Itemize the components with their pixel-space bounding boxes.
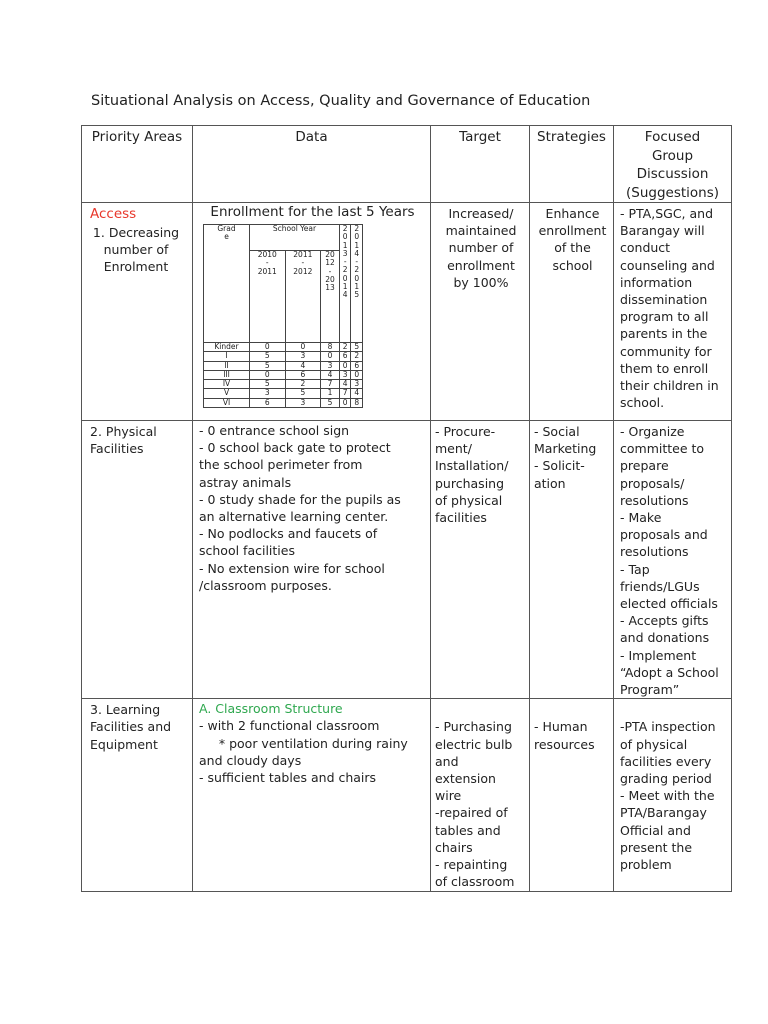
strategy-line: - Social [534,424,580,439]
row2-priority [82,421,193,699]
value-cell: 2 [339,343,351,352]
target-line: enrollment [447,257,515,273]
fgd-line: and donations [620,630,710,646]
enrollment-row [204,389,363,398]
data-line: - 0 entrance school sign [199,423,350,438]
target-line: maintained [445,223,517,239]
value-cell: 0 [285,343,321,352]
value-cell: 5 [250,361,286,370]
enrollment-row [204,370,363,379]
fgd-line: - Implement [620,647,697,663]
value-cell: 3 [285,398,321,407]
grade-cell: II [204,361,250,370]
priority-line: Facilities [90,441,144,457]
value-cell: 5 [250,352,286,361]
fgd-line: - Make [620,510,662,526]
target-line: chairs [435,839,473,855]
fgd-line: community for [620,343,712,359]
fgd-line: - Tap [620,561,650,577]
fgd-line: resolutions [620,492,689,508]
target-line: extension [435,771,496,787]
value-cell: 0 [250,370,286,379]
fgd-line: counseling and [620,257,715,273]
fgd-line: - Organize [620,424,685,439]
row3-data [193,699,431,892]
target-line: Increased/ [448,206,514,221]
value-cell: 7 [321,380,340,389]
value-cell: 4 [351,389,363,398]
value-cell: 0 [339,398,351,407]
row1-strategies [530,203,614,421]
value-cell: 0 [339,361,351,370]
value-cell: 3 [285,352,321,361]
row3-target [431,699,530,892]
fgd-line: resolutions [620,544,689,560]
value-cell: 6 [250,398,286,407]
target-line: tables and [435,822,501,838]
data-line: /classroom purposes. [199,577,332,593]
priority-line: Equipment [90,736,158,752]
row1-priority [82,203,193,421]
fgd-line: proposals and [620,527,708,543]
year-header: 2011 - 2012 [285,251,321,343]
year-header: 2010 - 2011 [250,251,286,343]
data-line: - 0 study shade for the pupils as [199,491,401,507]
target-line: facilities [435,510,487,526]
header-fgd-line: Group [651,147,694,164]
header-data: Data [193,126,431,203]
header-priority-areas: Priority Areas [82,126,193,203]
priority-line: 1. Decreasing [92,225,180,240]
row2-strategies [530,421,614,699]
strategy-line [534,701,611,718]
grade-cell: III [204,370,250,379]
header-strategies: Strategies [530,126,614,203]
row3-priority [82,699,193,892]
fgd-line: present the [620,839,693,855]
value-cell: 7 [339,389,351,398]
value-cell: 4 [321,370,340,379]
year-header: 2 0 1 4 - 2 0 1 5 [351,225,363,343]
enrollment-table [203,224,363,408]
fgd-line [620,701,729,718]
row2-target [431,421,530,699]
fgd-line: information [620,274,693,290]
situational-analysis-table [81,125,732,892]
value-cell: 4 [285,361,321,370]
target-line: number of [448,240,514,256]
data-line: * poor ventilation during rainy [199,735,408,751]
target-line: - Procure- [435,424,496,439]
enrollment-row [204,380,363,389]
data-line: - with 2 functional classroom [199,718,380,734]
strategy-line: ation [534,475,566,491]
access-label: Access [90,206,137,222]
fgd-line: problem [620,857,672,873]
strategy-line: enrollment [538,223,607,239]
data-line: - No podlocks and faucets of [199,526,378,542]
row1-data [193,203,431,421]
row3-fgd [614,699,732,892]
fgd-line: elected officials [620,596,718,612]
enrollment-row [204,361,363,370]
header-row [82,126,732,203]
strategy-line: of the [554,240,591,256]
fgd-line: grading period [620,771,712,787]
target-line: - Purchasing [435,719,512,735]
row1-target [431,203,530,421]
value-cell: 4 [339,380,351,389]
grade-cell: V [204,389,250,398]
target-line: -repaired of [435,805,508,821]
fgd-line: Barangay will [620,223,705,239]
value-cell: 0 [250,343,286,352]
data-line: - No extension wire for school [199,560,385,576]
row-physical-facilities [82,421,732,699]
target-line: wire [435,788,462,804]
fgd-line: of physical [620,736,688,752]
target-line: electric bulb [435,736,513,752]
value-cell: 5 [250,380,286,389]
enrollment-row [204,398,363,407]
target-line: - repainting [435,857,508,873]
target-line: purchasing [435,475,505,491]
value-cell: 0 [351,370,363,379]
enrollment-row [204,343,363,352]
fgd-line: school. [620,395,665,411]
row3-strategies [530,699,614,892]
strategy-line: resources [534,736,595,752]
value-cell: 6 [339,352,351,361]
header-fgd-line: (Suggestions) [625,184,720,201]
data-line: astray animals [199,474,292,490]
data-line: - 0 school back gate to protect [199,440,391,456]
header-fgd-line: Discussion [636,166,709,182]
priority-line: 2. Physical [90,424,157,439]
value-cell: 2 [351,352,363,361]
fgd-line: facilities every [620,753,712,769]
fgd-line: proposals/ [620,475,685,491]
school-year-header: School Year [250,225,340,251]
value-cell: 0 [321,352,340,361]
target-line: of physical [435,492,503,508]
header-target: Target [431,126,530,203]
fgd-line: dissemination [620,292,708,308]
priority-line: number of [103,242,169,258]
fgd-line: - Meet with the [620,788,715,804]
data-line: school facilities [199,543,295,559]
strategy-line: - Human [534,719,588,735]
data-line: the school perimeter from [199,457,363,473]
grade-cell: VI [204,398,250,407]
fgd-line: -PTA inspection [620,719,716,735]
value-cell: 3 [321,361,340,370]
data-line: - sufficient tables and chairs [199,770,377,786]
target-line: and [435,753,459,769]
value-cell: 2 [285,380,321,389]
strategy-line: - Solicit- [534,458,585,474]
value-cell: 8 [321,343,340,352]
grade-cell: I [204,352,250,361]
value-cell: 3 [250,389,286,398]
data-line: an alternative learning center. [199,509,389,525]
fgd-line: PTA/Barangay [620,805,707,821]
priority-line: Facilities and [90,719,172,735]
target-line: by 100% [453,274,509,290]
strategy-line: Marketing [534,441,597,457]
target-line [435,701,527,718]
grade-cell: IV [204,380,250,389]
page-title: Situational Analysis on Access, Quality and Governance of Education [91,93,591,109]
fgd-line: “Adopt a School [620,664,719,680]
header-fgd [614,126,732,203]
value-cell: 5 [321,398,340,407]
value-cell: 3 [339,370,351,379]
data-line: and cloudy days [199,752,302,768]
enrollment-row [204,352,363,361]
value-cell: 6 [351,361,363,370]
target-line: Installation/ [435,458,509,474]
priority-line: Enrolment [103,259,169,275]
fgd-line: Official and [620,822,691,838]
value-cell: 5 [351,343,363,352]
fgd-line: program to all [620,309,709,325]
value-cell: 1 [321,389,340,398]
fgd-line: Program” [620,682,680,698]
grade-cell: Kinder [204,343,250,352]
row1-fgd [614,203,732,421]
fgd-line: conduct [620,240,671,256]
grade-header: Grad e [204,225,250,343]
target-line: ment/ [435,441,472,457]
fgd-line: friends/LGUs [620,578,700,594]
fgd-line: them to enroll [620,360,709,376]
year-header: 2 0 1 3 - 2 0 1 4 [339,225,351,343]
enrollment-title: Enrollment for the last 5 Years [210,204,415,220]
row-access [82,203,732,421]
value-cell: 6 [285,370,321,379]
strategy-line: school [552,257,593,273]
priority-line: 3. Learning [90,702,161,718]
fgd-line: parents in the [620,326,708,342]
enrollment-header-row [204,225,363,251]
value-cell: 8 [351,398,363,407]
row2-fgd [614,421,732,699]
strategy-line: Enhance [545,206,600,221]
value-cell: 5 [285,389,321,398]
value-cell: 3 [351,380,363,389]
row2-data [193,421,431,699]
fgd-line: - Accepts gifts [620,613,709,629]
fgd-line: their children in [620,378,719,394]
year-header: 20 12 - 20 13 [321,251,340,343]
fgd-line: - PTA,SGC, and [620,206,714,221]
fgd-line: committee to [620,441,705,457]
row-learning-facilities [82,699,732,892]
target-line: of classroom [435,874,515,890]
classroom-structure-subheading: A. Classroom Structure [199,701,343,717]
fgd-line: prepare [620,458,669,474]
header-fgd-line: Focused [644,129,701,145]
